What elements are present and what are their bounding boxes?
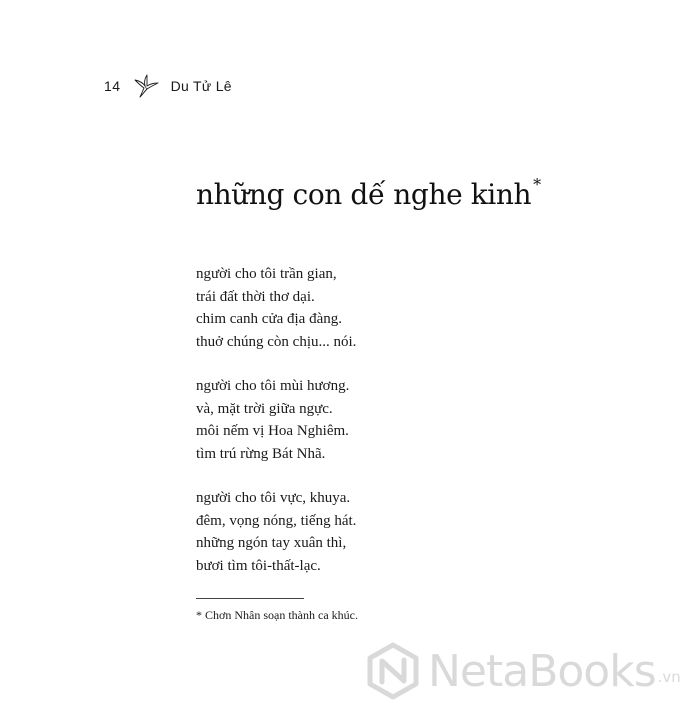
poem-line: người cho tôi vực, khuya.: [196, 490, 351, 506]
netabooks-logo-icon: [364, 642, 422, 700]
bird-icon: [133, 74, 159, 98]
poem-line: những ngón tay xuân thì,: [196, 535, 347, 551]
poem-line: thuở chúng còn chịu... nói.: [196, 333, 357, 350]
poem-line: tìm trú rừng Bát Nhã.: [196, 445, 326, 462]
watermark-brand: NetaBooks: [428, 645, 656, 697]
poem-line: trái đất thời thơ dại.: [196, 288, 315, 305]
poem-title: [196, 175, 541, 211]
poem-line: đêm, vọng nóng, tiếng hát.: [196, 512, 357, 529]
author-name: Du Tử Lê: [170, 78, 232, 94]
footnote: * Chơn Nhân soạn thành ca khúc.: [196, 608, 358, 622]
watermark-suffix: .vn: [657, 668, 681, 686]
page-header: [104, 74, 232, 98]
poem-line: người cho tôi trần gian,: [196, 266, 337, 282]
poem-line: và, mặt trời giữa ngực.: [196, 400, 333, 417]
poem-body: [196, 263, 356, 599]
title-footnote-mark: *: [533, 175, 541, 194]
page-number: 14: [104, 78, 121, 94]
stanza: [196, 375, 356, 465]
poem-line: người cho tôi mùi hương.: [196, 378, 350, 394]
poem-line: bươi tìm tôi-thất-lạc.: [196, 557, 321, 574]
poem-title-text: những con dế nghe kinh: [196, 178, 532, 211]
poem-line: chim canh cửa địa đàng.: [196, 311, 342, 327]
poem-line: môi nếm vị Hoa Nghiêm.: [196, 423, 349, 439]
stanza: [196, 487, 356, 577]
watermark: [364, 640, 681, 702]
stanza: [196, 263, 356, 353]
footnote-divider: [196, 598, 304, 599]
